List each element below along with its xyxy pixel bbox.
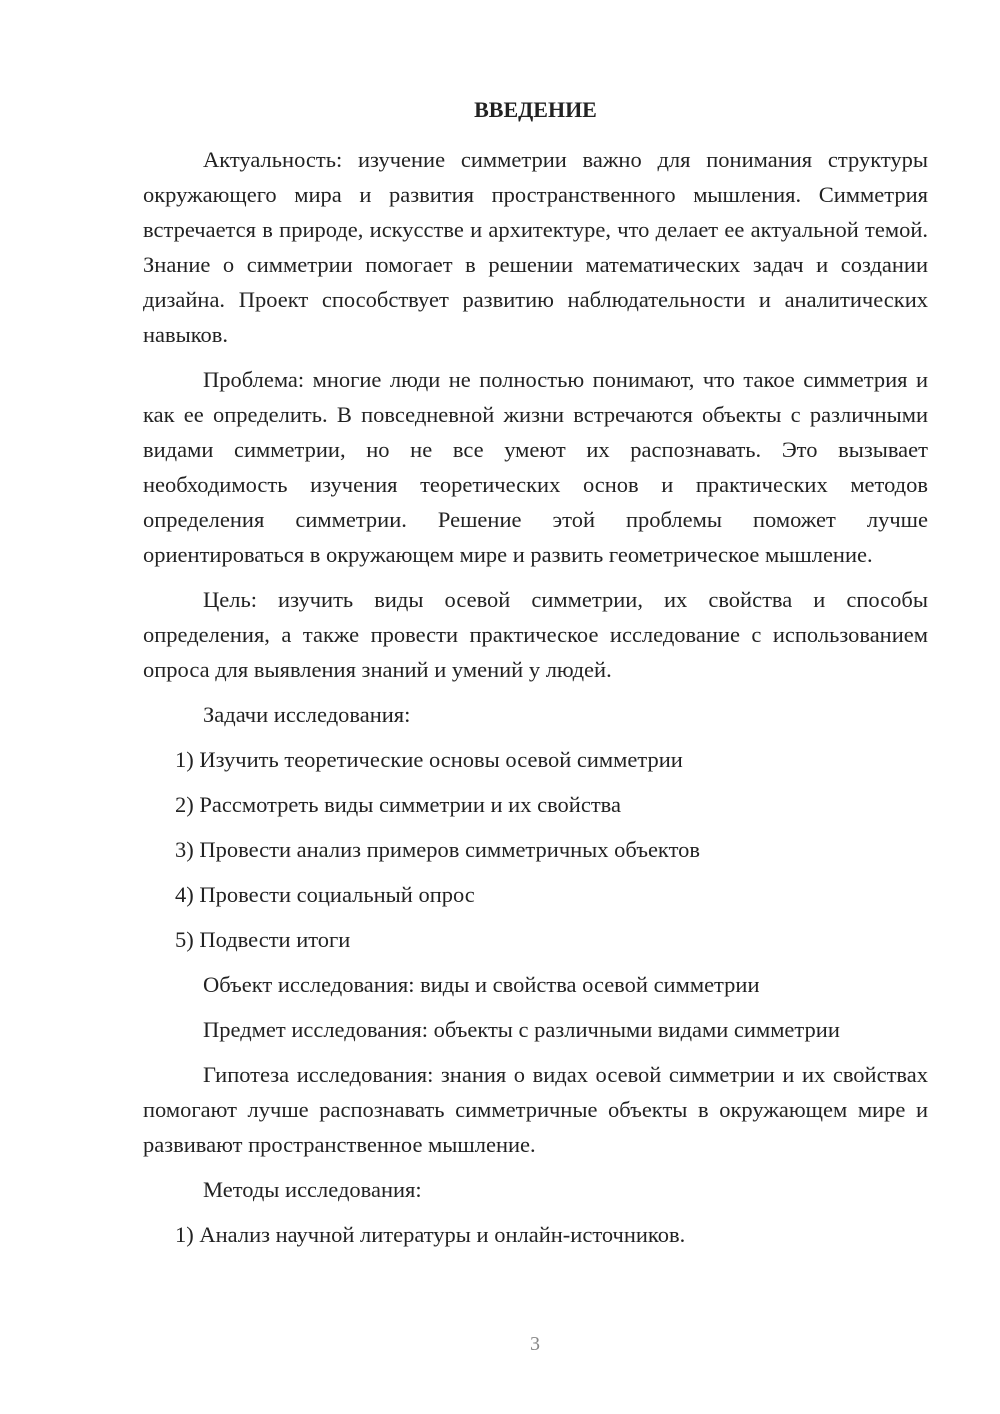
task-item: 4) Провести социальный опрос (175, 882, 475, 907)
task-item: 3) Провести анализ примеров симметричных объектов (175, 837, 700, 862)
task-item: 2) Рассмотреть виды симметрии и их свойства (175, 792, 621, 817)
document-body (143, 142, 928, 1262)
task-item: 1) Изучить теоретические основы осевой симметрии (175, 747, 683, 772)
relevance-paragraph: Актуальность: изучение симметрии важно для понимания структуры окружающего мира и развития пространственного мышления. Симметрия встречается в природе, искусстве и архитектуре, что делает ее актуальной темой. Знание о симметрии помогает в решении математических задач и создании дизайна. Проект способствует развитию наблюдательности и аналитических навыков. (143, 147, 928, 347)
hypothesis-paragraph: Гипотеза исследования: знания о видах осевой симметрии и их свойствах помогают лучше распознавать симметричные объекты в окружающем мире и развивают пространственное мышление. (143, 1062, 928, 1157)
problem-paragraph: Проблема: многие люди не полностью понимают, что такое симметрия и как ее определить. В повседневной жизни встречаются объекты с различными видами симметрии, но не все умеют их распознавать. Это вызывает необходимость изучения теоретических основ и практических методов определения симметрии. Решение этой проблемы поможет лучше ориентироваться в окружающем мире и развить геометрическое мышление. (143, 367, 928, 567)
tasks-heading: Задачи исследования: (203, 702, 411, 727)
task-item: 5) Подвести итоги (175, 927, 351, 952)
page-number: 3 (530, 1333, 540, 1355)
goal-paragraph: Цель: изучить виды осевой симметрии, их свойства и способы определения, а также провести практическое исследование с использованием опроса для выявления знаний и умений у людей. (143, 587, 928, 682)
section-title: ВВЕДЕНИЕ (474, 97, 597, 122)
research-subject: Предмет исследования: объекты с различными видами симметрии (203, 1017, 840, 1042)
research-object: Объект исследования: виды и свойства осевой симметрии (203, 972, 760, 997)
methods-heading: Методы исследования: (203, 1177, 422, 1202)
method-item: 1) Анализ научной литературы и онлайн-источников. (175, 1222, 686, 1247)
